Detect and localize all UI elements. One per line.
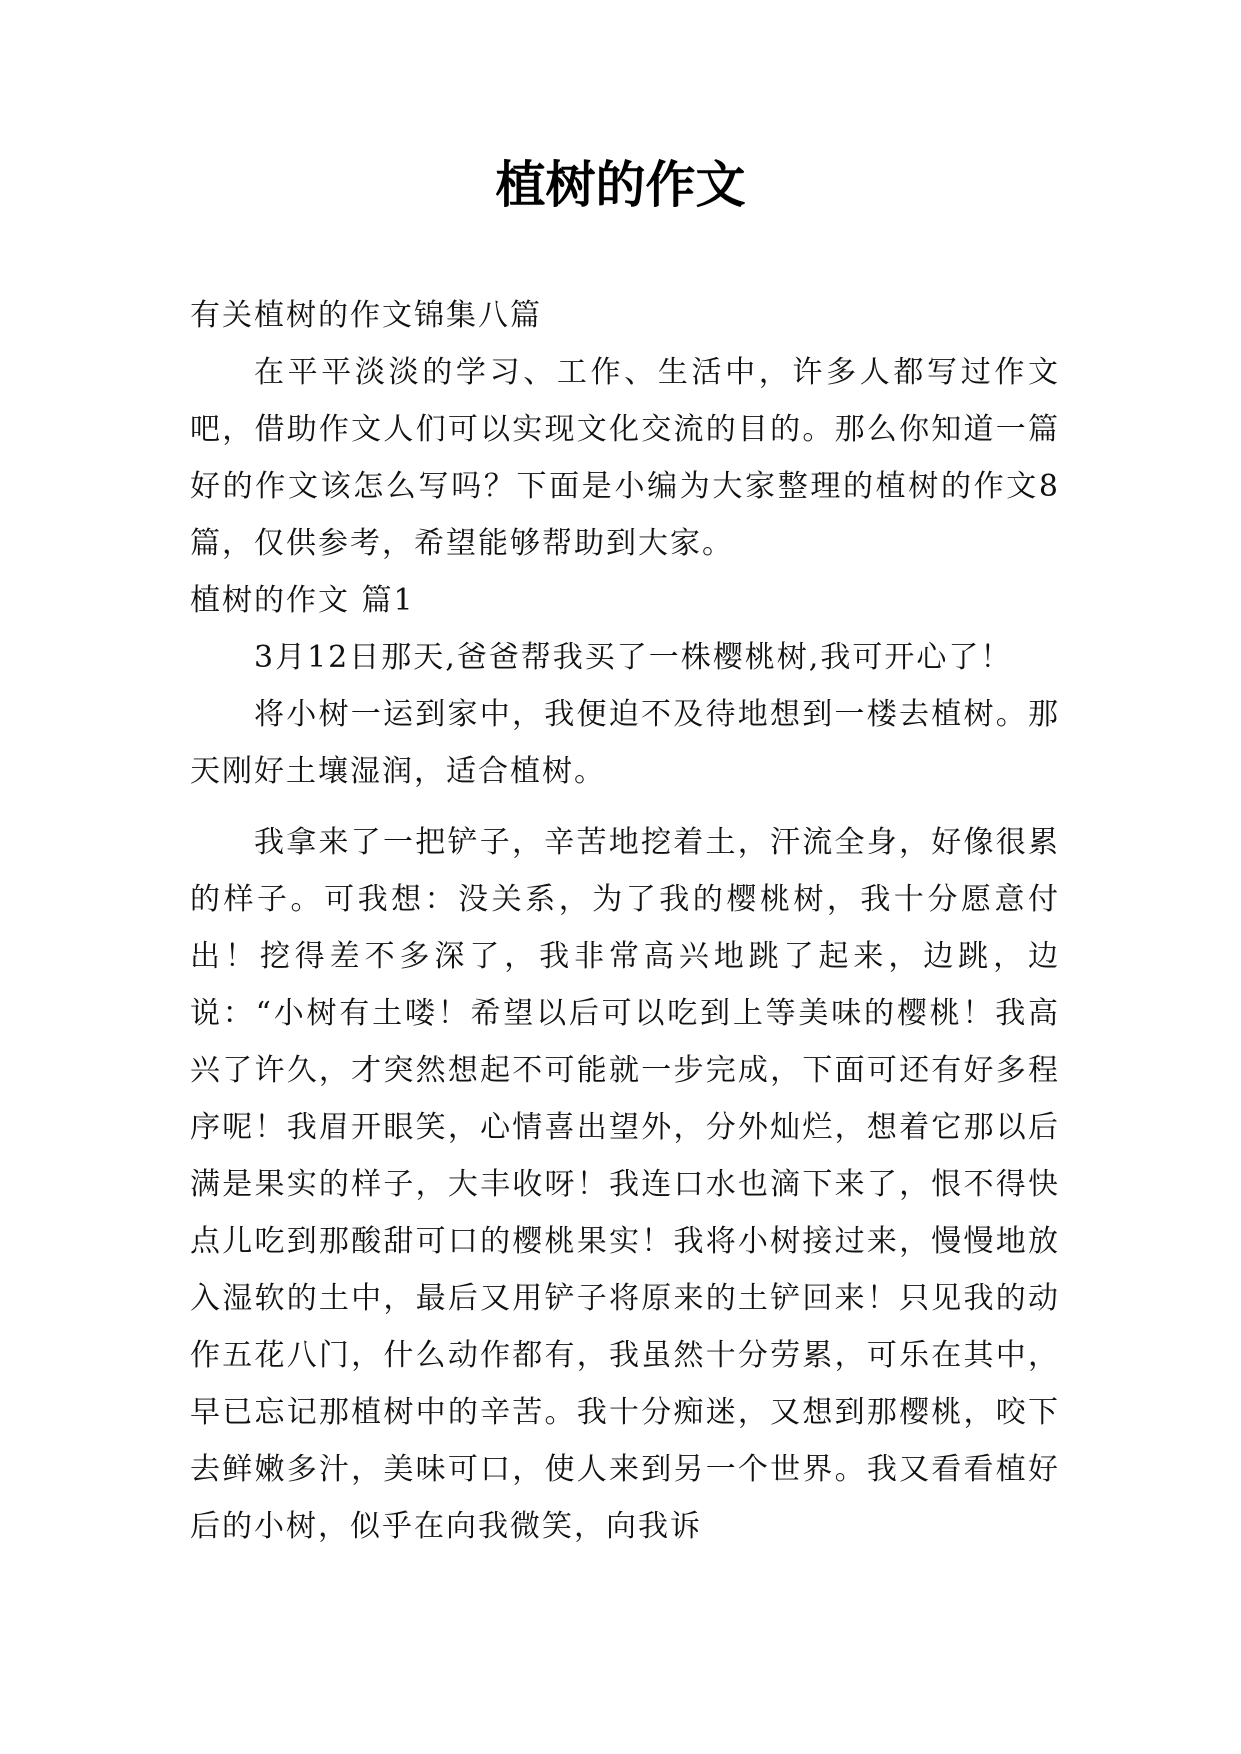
body-paragraph-2: 将小树一运到家中，我便迫不及待地想到一楼去植树。那天刚好土壤湿润，适合植树。 xyxy=(190,697,1060,789)
body-paragraph-3: 我拿来了一把铲子，辛苦地挖着土，汗流全身，好像很累的样子。可我想：没关系，为了我的樱桃树，我十分愿意付出！挖得差不多深了，我非常高兴地跳了起来，边跳，边说：“小树有土喽！希望以后可以吃到上等美味的樱桃！我高兴了许久，才突然想起不可能就一步完成，下面可还有好多程序呢！我眉开眼笑，心情喜出望外，分外灿烂，想着它那以后满是果实的样子，大丰收呀！我连口水也滴下来了，恨不得快点儿吃到那酸甜可口的樱桃果实！我将小树接过来，慢慢地放入湿软的土中，最后又用铲子将原来的土铲回来！只见我的动作五花八门，什么动作都有，我虽然十分劳累，可乐在其中，早已忘记那植树中的辛苦。我十分痴迷，又想到那樱桃，咬下去鲜嫩多汁，美味可口，使人来到另一个世界。我又看看植好后的小树，似乎在向我微笑，向我诉 xyxy=(190,825,1060,1544)
section-heading: 植树的作文 篇1 xyxy=(190,583,415,618)
body-paragraph-1: 3月12日那天,爸爸帮我买了一株樱桃树,我可开心了！ xyxy=(254,640,1013,675)
document-title: 植树的作文 xyxy=(495,155,746,214)
document-subtitle: 有关植树的作文锦集八篇 xyxy=(190,298,542,333)
document-body xyxy=(190,287,1060,1555)
intro-paragraph: 在平平淡淡的学习、工作、生活中，许多人都写过作文吧，借助作文人们可以实现文化交流的目的。那么你知道一篇好的作文该怎么写吗？下面是小编为大家整理的植树的作文8篇，仅供参考，希望能够帮助到大家。 xyxy=(190,355,1060,561)
